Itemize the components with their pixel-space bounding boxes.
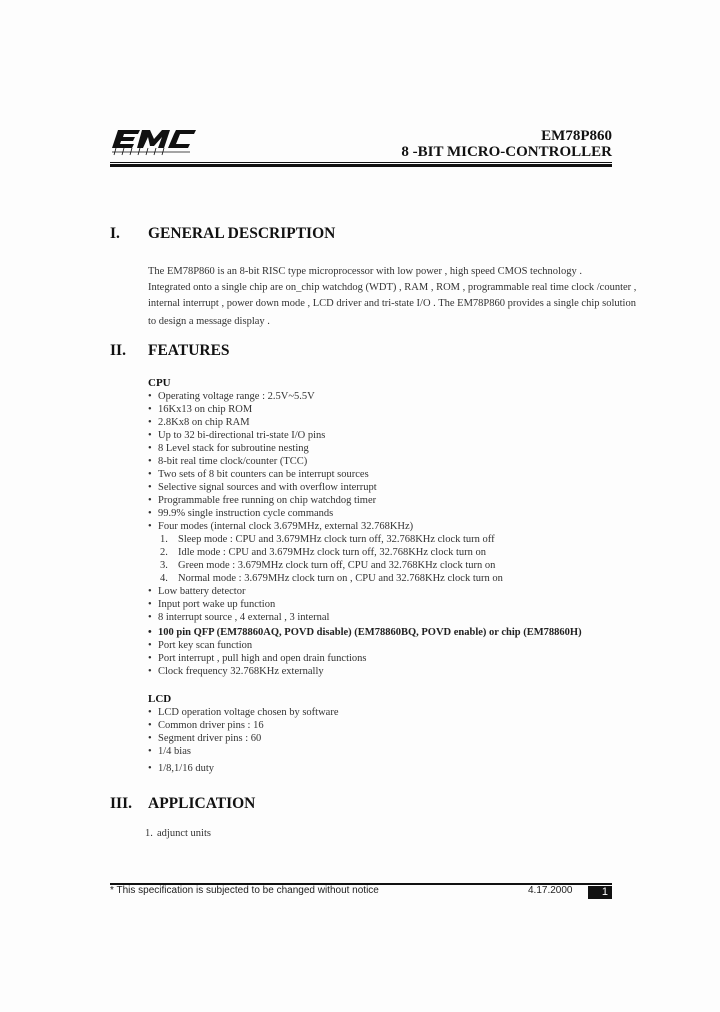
text-line: The EM78P860 is an 8-bit RISC type microprocessor with low power , high speed CMOS technology .: [148, 266, 582, 277]
cpu-heading: CPU: [148, 377, 171, 389]
list-item: • Four modes (internal clock 3.679MHz, external 32.768KHz): [148, 521, 414, 532]
list-item: • Input port wake up function: [148, 599, 276, 610]
list-item: • 16Kx13 on chip ROM: [148, 404, 253, 415]
list-item: • 8 interrupt source , 4 external , 3 internal: [148, 612, 330, 623]
power-mode-list: [160, 533, 503, 585]
header-rule-thick: [110, 164, 612, 167]
list-item: • Low battery detector: [148, 586, 246, 597]
page-number: 1: [588, 886, 612, 899]
list-item: • 8-bit real time clock/counter (TCC): [148, 456, 308, 467]
header-rule-thin: [110, 162, 612, 163]
list-item: • 8 Level stack for subroutine nesting: [148, 443, 309, 454]
section-number: I.: [110, 225, 120, 242]
list-item: • 1/4 bias: [148, 746, 191, 757]
section-title: APPLICATION: [148, 795, 256, 812]
section-application-heading: [110, 795, 255, 813]
cpu-feature-list: [148, 390, 413, 533]
cpu-feature-list-continued: [148, 585, 582, 678]
section-number: II.: [110, 342, 126, 359]
mode-item: 3. Green mode : 3.679MHz clock turn off, CPU and 32.768KHz clock turn on: [160, 560, 496, 571]
section-number: III.: [110, 795, 132, 812]
application-list: [145, 827, 211, 840]
list-item: • Up to 32 bi-directional tri-state I/O pins: [148, 430, 326, 441]
footer-date: 4.17.2000: [528, 885, 573, 896]
list-item: • Port interrupt , pull high and open drain functions: [148, 653, 367, 664]
list-item: • Operating voltage range : 2.5V~5.5V: [148, 391, 315, 402]
mode-item: 2. Idle mode : CPU and 3.679MHz clock turn off, 32.768KHz clock turn on: [160, 547, 487, 558]
list-item: • 99.9% single instruction cycle commands: [148, 508, 334, 519]
mode-item: 4. Normal mode : 3.679MHz clock turn on , CPU and 32.768KHz clock turn on: [160, 573, 503, 584]
section-features-heading: [110, 342, 230, 360]
mode-item: 1. Sleep mode : CPU and 3.679MHz clock turn off, 32.768KHz clock turn off: [160, 534, 495, 545]
footer-note: * This specification is subjected to be changed without notice: [110, 885, 379, 896]
list-item: • Common driver pins : 16: [148, 720, 264, 731]
text-line: Integrated onto a single chip are on_chip watchdog (WDT) , RAM , ROM , programmable real time clock /counter ,: [148, 282, 637, 293]
section-general-heading: [110, 225, 335, 243]
lcd-heading: LCD: [148, 693, 172, 705]
part-number: EM78P860: [541, 128, 612, 144]
text-line: internal interrupt , power down mode , LCD driver and tri-state I/O . The EM78P860 provides a single chip solution: [148, 298, 636, 309]
general-description: [148, 264, 637, 330]
list-item: • 100 pin QFP (EM78860AQ, POVD disable) (EM78860BQ, POVD enable) or chip (EM78860H): [148, 627, 582, 638]
list-item: • Selective signal sources and with overflow interrupt: [148, 482, 377, 493]
list-item: • Clock frequency 32.768KHz externally: [148, 666, 324, 677]
list-item: • 2.8Kx8 on chip RAM: [148, 417, 250, 428]
list-item: • 1/8,1/16 duty: [148, 763, 215, 774]
list-item: • Programmable free running on chip watchdog timer: [148, 495, 377, 506]
section-title: FEATURES: [148, 342, 230, 359]
lcd-feature-list: [148, 706, 339, 775]
list-item: • Segment driver pins : 60: [148, 733, 262, 744]
doc-subtitle: 8 -BIT MICRO-CONTROLLER: [401, 144, 612, 160]
list-item: • Two sets of 8 bit counters can be interrupt sources: [148, 469, 369, 480]
emc-logo: [110, 126, 198, 156]
list-item: • LCD operation voltage chosen by software: [148, 707, 339, 718]
list-item: 1. adjunct units: [145, 828, 211, 839]
text-line: to design a message display .: [148, 316, 270, 327]
section-title: GENERAL DESCRIPTION: [148, 225, 336, 242]
list-item: • Port key scan function: [148, 640, 253, 651]
